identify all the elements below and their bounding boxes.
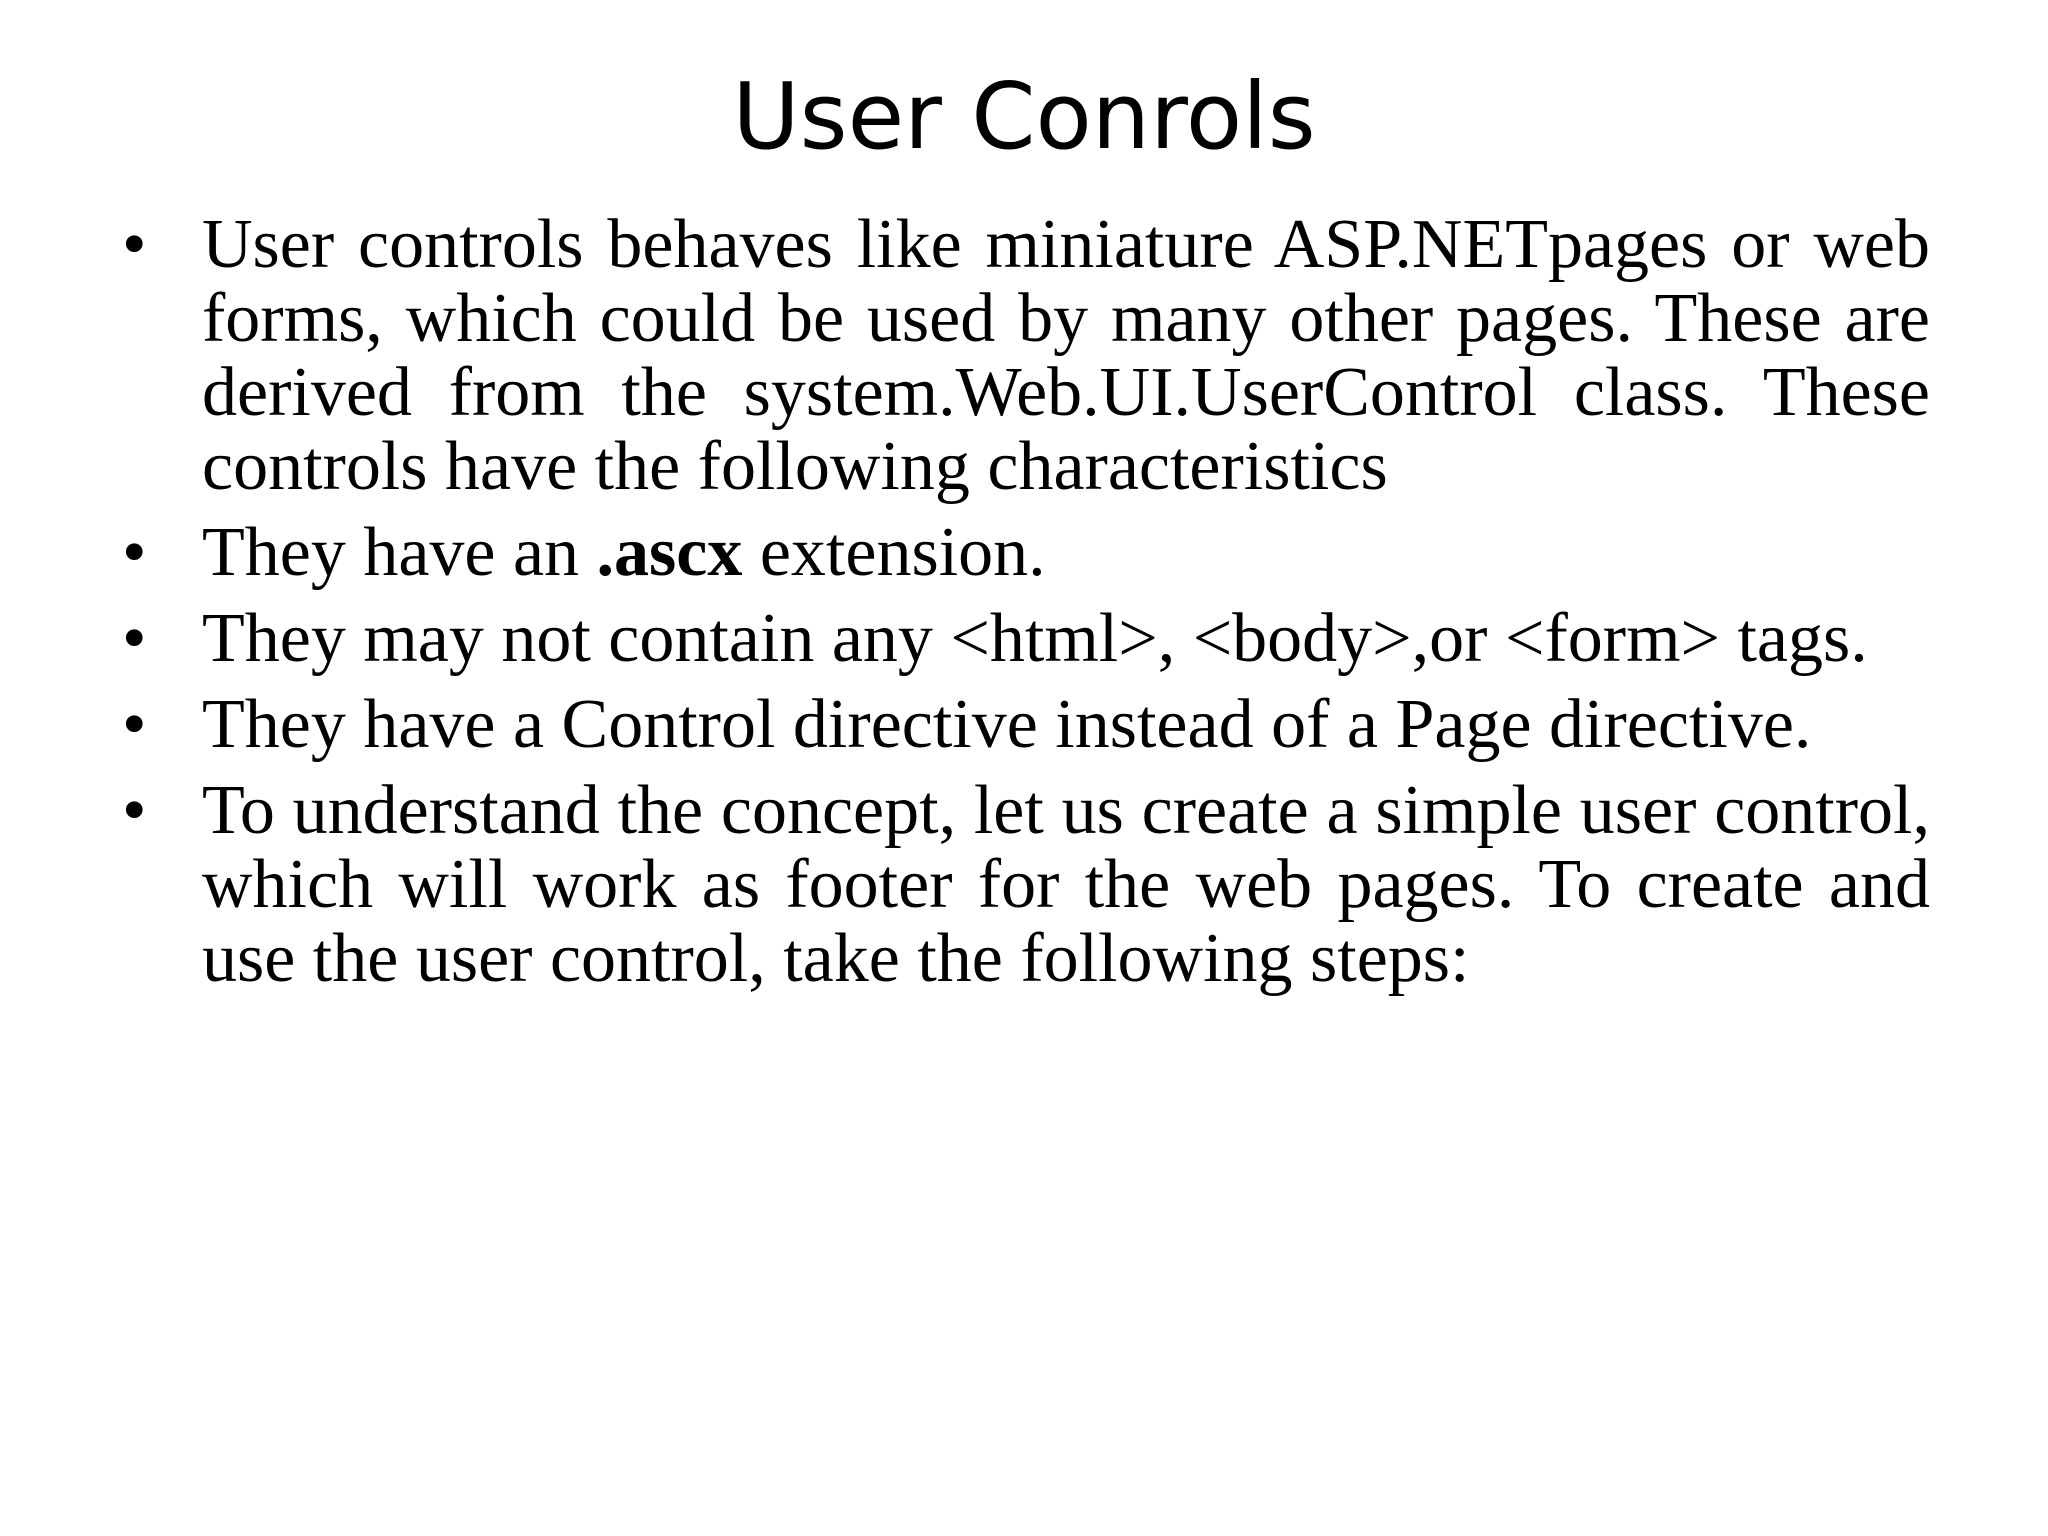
file-extension: .ascx [596,514,743,591]
bullet-dot-icon: • [122,686,147,763]
bullet-item [0,208,1930,504]
bullet-text-prefix: They have an [202,514,597,591]
bullet-item [0,774,1930,996]
bullet-item [0,602,1930,676]
bullet-dot-icon: • [122,772,147,849]
bullet-text: To understand the concept, let us create a simple user control, which will work as footer for the web pages. To create and use the user control, take the following steps: [202,772,1930,997]
bullet-dot-icon: • [122,514,147,591]
bullet-dot-icon: • [122,206,147,283]
bullet-text-suffix: extension. [742,514,1046,591]
bullet-text: User controls behaves like miniature ASP.NETpages or web forms, which could be used by many other pages. These are derived from the system.Web.UI.UserControl class. These controls have the following characteristics [202,206,1930,505]
bullet-list [0,208,2048,996]
bullet-item [0,516,1930,590]
bullet-text: They may not contain any <html>, <body>,or <form> tags. [202,600,1868,677]
bullet-dot-icon: • [122,600,147,677]
bullet-text: They have a Control directive instead of a Page directive. [202,686,1812,763]
slide-title: User Conrols [732,63,1316,170]
bullet-item [0,688,1930,762]
